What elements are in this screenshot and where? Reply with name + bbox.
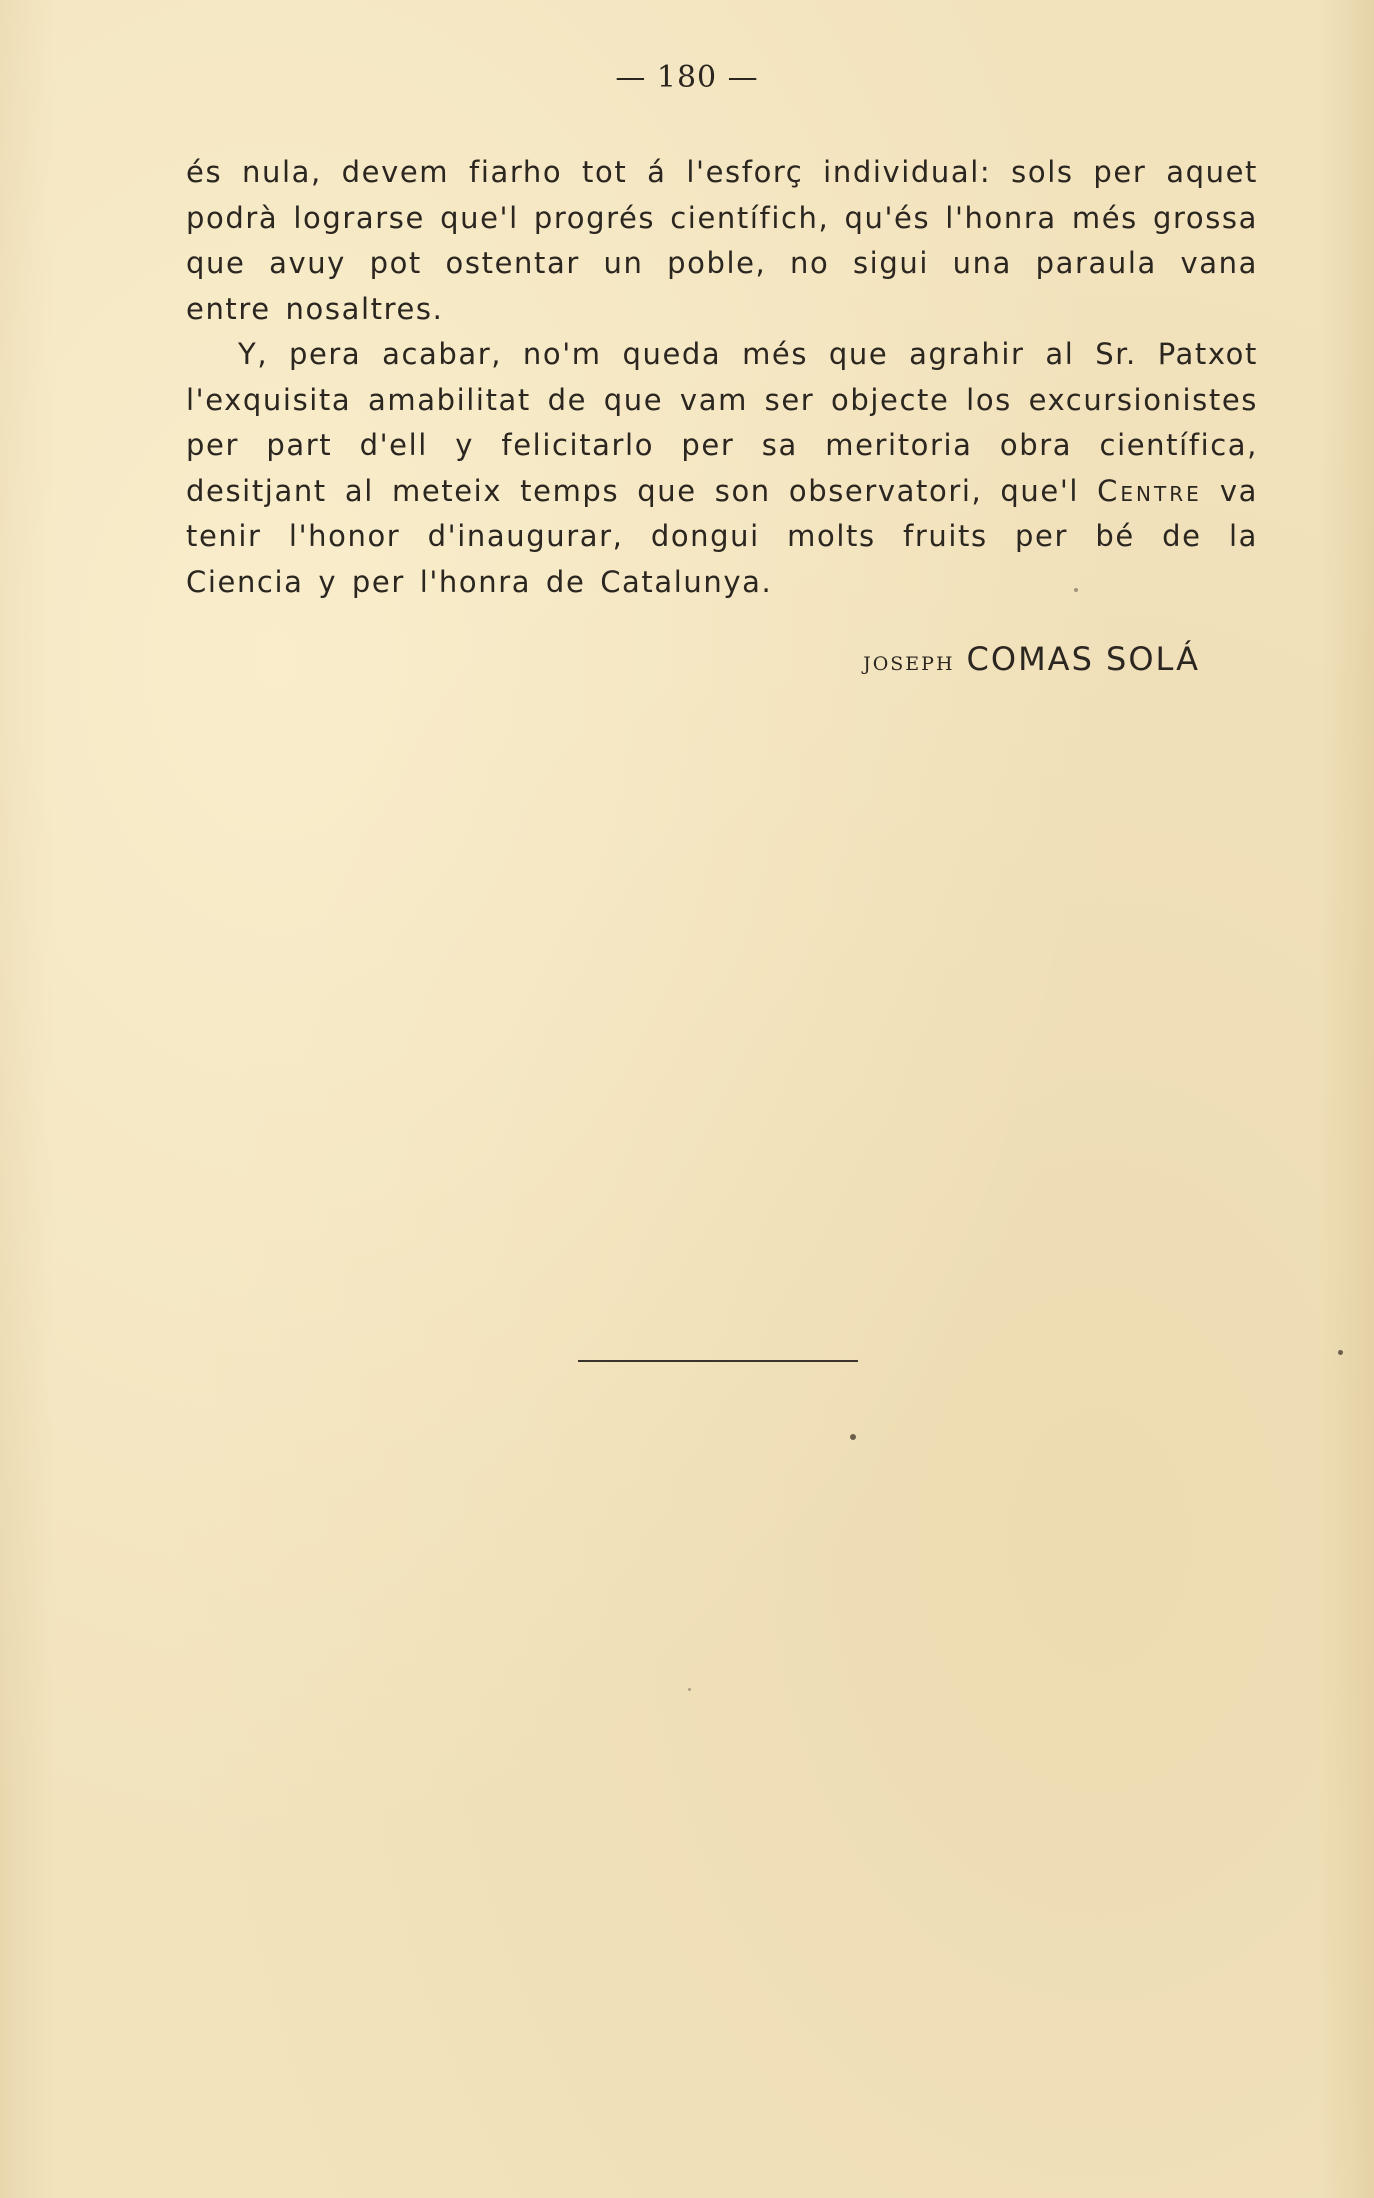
paragraph-2-text-end: va tenir l'honor d'inaugurar, dongui molts fruits per bé de la Ciencia y per l'honra de Catalunya. <box>186 473 1259 599</box>
body-text <box>186 150 1258 605</box>
paper-speck <box>1074 588 1078 592</box>
paper-speck <box>688 1688 691 1691</box>
signature <box>0 640 1200 678</box>
centre-smallcaps: Centre <box>1097 473 1202 508</box>
paragraph-2 <box>186 332 1258 605</box>
paragraph-1: és nula, devem fiarho tot á l'esforç individual: sols per aquet podrà lograrse que'l progrés científich, qu'és l'honra més grossa que avuy pot ostentar un poble, no sigui una paraula vana entre nosaltres. <box>186 155 1258 326</box>
paragraph-2-text-start: Y, pera acabar, no'm queda més que agrahir al Sr. Patxot l'exquisita amabilitat de que vam ser objecte los excursionistes per part d'ell y felicitarlo per sa meritoria obra científica, desitjant al meteix temps que son observatori, que'l <box>186 337 1258 508</box>
signature-last-name: COMAS SOLÁ <box>966 640 1200 678</box>
paper-speck <box>850 1434 856 1440</box>
end-rule <box>578 1360 858 1362</box>
page-number: — 180 — <box>615 60 759 95</box>
signature-first-name: JOSEPH <box>863 653 955 675</box>
paper-speck <box>1338 1350 1343 1355</box>
